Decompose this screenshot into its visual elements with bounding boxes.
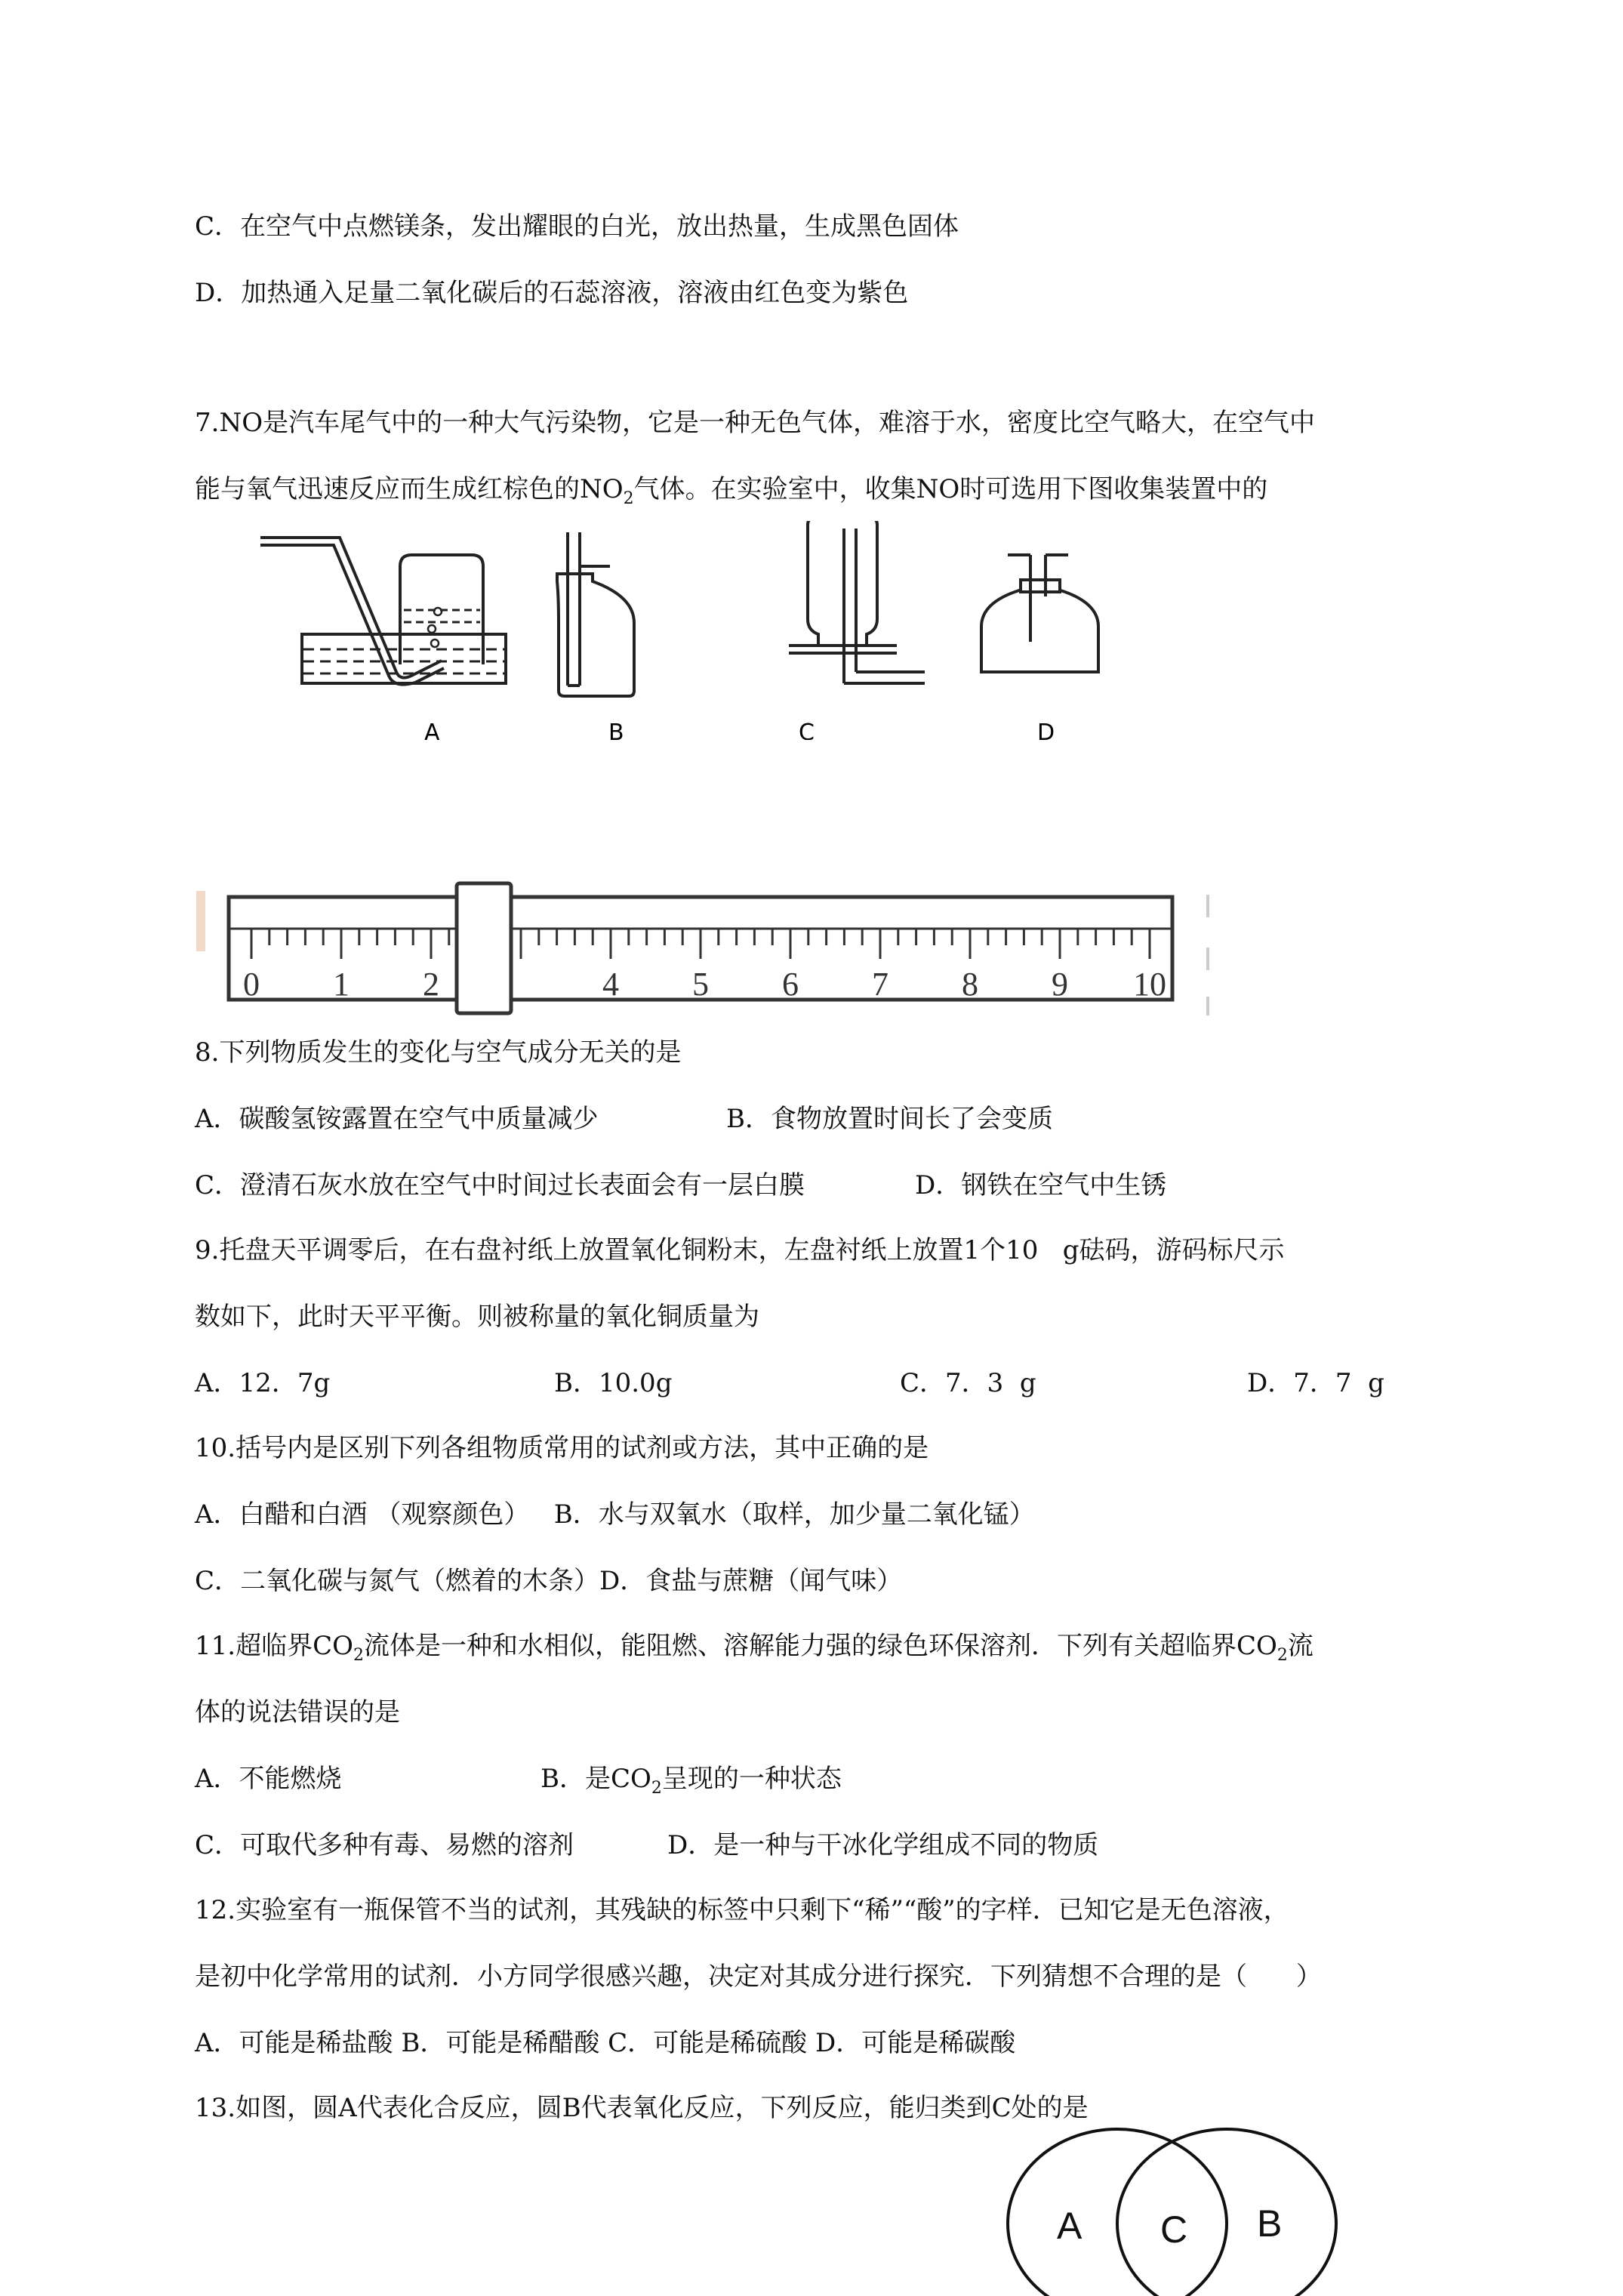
q11-stem-line2: 体的说法错误的是 (195, 1697, 400, 1727)
q8-option-c: C．澄清石灰水放在空气中时间过长表面会有一层白膜 (195, 1170, 805, 1200)
q9-stem-line2: 数如下，此时天平平衡。则被称量的氧化铜质量为 (195, 1302, 759, 1332)
scale-label: 7 (872, 966, 888, 1003)
q12-stem-line2: 是初中化学常用的试剂．小方同学很感兴趣，决定对其成分进行探究．下列猜想不合理的是（ ） (195, 1962, 1322, 1992)
venn-label-c: C (1160, 2208, 1188, 2251)
q11-option-d: D．是一种与干冰化学组成不同的物质 (667, 1830, 1099, 1860)
scale-label: 4 (602, 966, 619, 1003)
q11-option-b: B．是$CO_2$呈现的一种状态 (540, 1764, 842, 1798)
q8-option-d: D．钢铁在空气中生锈 (915, 1170, 1167, 1200)
apparatus-label-a: A (424, 720, 440, 740)
q8-stem: 8.下列物质发生的变化与空气成分无关的是 (195, 1037, 682, 1068)
scale-label: 9 (1052, 966, 1068, 1003)
scale-label: 0 (243, 966, 260, 1003)
q10-stem: 10.括号内是区别下列各组物质常用的试剂或方法，其中正确的是 (195, 1433, 929, 1463)
gas-collection-apparatus-figure (257, 521, 1132, 740)
venn-label-b: B (1257, 2202, 1283, 2245)
q9-option-c: C．7．3 g (900, 1368, 1036, 1398)
apparatus-a (260, 538, 506, 685)
q12-options: A．可能是稀盐酸 B．可能是稀醋酸 C．可能是稀硫酸 D．可能是稀碳酸 (195, 2028, 1016, 2058)
apparatus-b (557, 532, 634, 696)
venn-label-a: A (1057, 2205, 1083, 2247)
q11-option-a: A．不能燃烧 (195, 1764, 342, 1794)
q12-stem-line1: 12.实验室有一瓶保管不当的试剂，其残缺的标签中只剩下“稀”“酸”的字样．已知它是无色溶液， (195, 1895, 1289, 1925)
scale-label: 1 (333, 966, 350, 1003)
q11-option-c: C．可取代多种有毒、易燃的溶剂 (195, 1830, 574, 1860)
q9-stem-line1: 9.托盘天平调零后，在右盘衬纸上放置氧化铜粉末，左盘衬纸上放置1个10 g砝码，游码标尺示 (195, 1235, 1285, 1265)
scale-label: 5 (692, 966, 709, 1003)
q8-option-a: A．碳酸氢铵露置在空气中质量减少 (195, 1104, 599, 1134)
q10-options-cd: C．二氧化碳与氮气（燃着的木条）D．食盐与蔗糖（闻气味） (195, 1566, 903, 1596)
apparatus-c (789, 521, 925, 683)
apparatus-label-b: B (608, 720, 624, 740)
apparatus-d (981, 555, 1098, 672)
q13-stem: 13.如图，圆A代表化合反应，圆B代表氧化反应，下列反应，能归类到C处的是 (195, 2093, 1089, 2123)
scan-artifact (196, 891, 205, 951)
q9-option-b: B．10.0g (554, 1368, 673, 1398)
q6-option-d: D．加热通入足量二氧化碳后的石蕊溶液，溶液由红色变为紫色 (195, 278, 909, 308)
q6-option-c: C．在空气中点燃镁条，发出耀眼的白光，放出热量，生成黑色固体 (195, 211, 959, 242)
q7-stem-line2: 能与氧气迅速反应而生成红棕色的$NO_2$气体。在实验室中，收集NO时可选用下图收集装置中的 (195, 474, 1268, 508)
scale-label: 2 (423, 966, 439, 1003)
scale-label: 8 (962, 966, 978, 1003)
q11-stem-line1: 11.超临界$CO_2$流体是一种和水相似，能阻燃、溶解能力强的绿色环保溶剂．下列有关超临界$CO_2$流 (195, 1631, 1313, 1665)
rider (457, 883, 511, 1013)
q8-option-b: B．食物放置时间长了会变质 (726, 1104, 1053, 1134)
scale-label: 6 (782, 966, 799, 1003)
q9-option-d: D．7．7 g (1247, 1368, 1384, 1398)
q9-option-a: A．12．7g (195, 1368, 331, 1398)
q10-options-ab: A．白醋和白酒 （观察颜色） B．水与双氧水（取样，加少量二氧化锰） (195, 1499, 1035, 1530)
balance-rider-scale (192, 876, 1234, 1023)
q7-stem-line1: 7.NO是汽车尾气中的一种大气污染物，它是一种无色气体，难溶于水，密度比空气略大，在空气中 (195, 408, 1316, 438)
apparatus-label-d: D (1037, 720, 1055, 740)
apparatus-label-c: C (799, 720, 815, 740)
venn-diagram (996, 2118, 1351, 2296)
scale-label: 10 (1133, 966, 1166, 1003)
